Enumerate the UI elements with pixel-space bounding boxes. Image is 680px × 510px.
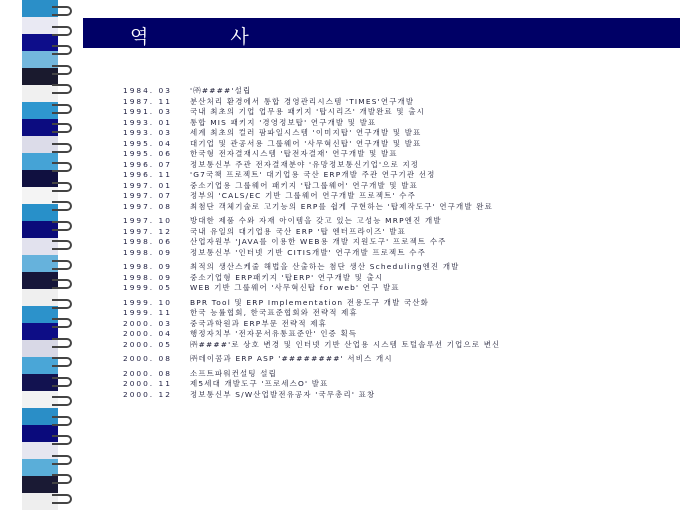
entry-description: 정부의 'CALS/EC 기반 그룹웨어 연구개발 프로젝트' 수주: [190, 191, 416, 200]
entry-date: 2000. 05: [123, 339, 172, 349]
binder-ring: [52, 240, 72, 250]
timeline-entry: [123, 160, 668, 171]
binder-ring: [52, 338, 72, 348]
entry-date: 1996. 07: [123, 159, 172, 169]
entry-date: 1993. 03: [123, 128, 172, 137]
entry-date: 1999. 11: [123, 308, 172, 317]
binder-ring: [52, 494, 72, 504]
binder-ring: [52, 104, 72, 114]
entry-date: 1993. 01: [123, 117, 172, 127]
binder-ring: [52, 201, 72, 211]
binder-ring: [52, 279, 72, 289]
binder-ring: [52, 357, 72, 367]
timeline-entry: [123, 202, 668, 213]
timeline-entry: [123, 329, 668, 340]
binder-ring: [52, 318, 72, 328]
entry-description: 소프트파워컨설팅 설립: [190, 368, 277, 378]
entry-description: 정보통신부 주관 전자결재분야 '유망정보통신기업'으로 지정: [190, 159, 420, 169]
binder-ring: [52, 474, 72, 484]
timeline-entry: [123, 298, 668, 309]
entry-date: 1998. 09: [123, 247, 172, 257]
timeline-entry: [123, 97, 668, 108]
timeline-entry: [123, 248, 668, 259]
entry-date: 1996. 11: [123, 170, 172, 179]
entry-description: 제5세대 개발도구 '프로세스O' 발표: [190, 379, 329, 388]
timeline-entry: [123, 379, 668, 390]
entry-date: 1999. 10: [123, 297, 172, 307]
page-title: 역 사: [130, 26, 287, 48]
timeline-entry: [123, 273, 668, 284]
binder-ring: [52, 162, 72, 172]
entry-date: 2000. 11: [123, 379, 172, 388]
entry-description: 'G7국책 프로젝트' 대기업용 국산 ERP개발 주관 연구기관 선정: [190, 170, 436, 179]
entry-date: 2000. 12: [123, 389, 172, 399]
timeline-entry: [123, 128, 668, 139]
binder-ring: [52, 182, 72, 192]
entry-date: 1995. 04: [123, 138, 172, 148]
timeline-entry: [123, 340, 668, 351]
timeline-entry: [123, 390, 668, 401]
entry-description: 한국 능률협회, 한국표준협회와 전략적 제휴: [190, 308, 358, 317]
entry-date: 2000. 03: [123, 318, 172, 328]
entry-date: 1998. 09: [123, 272, 172, 282]
entry-description: WEB 기반 그룹웨어 '사무혁신탑 for web' 연구 발표: [190, 283, 400, 292]
timeline-entry: [123, 86, 668, 97]
entry-date: 1997. 12: [123, 226, 172, 236]
entry-date: 2000. 04: [123, 329, 172, 338]
timeline-entry: [123, 237, 668, 248]
entry-date: 1987. 11: [123, 96, 172, 106]
timeline-entry: [123, 262, 668, 273]
timeline-entry: [123, 216, 668, 227]
entry-description: 방대한 제품 수와 자재 아이템을 갖고 있는 고성능 MRP엔진 개발: [190, 216, 442, 225]
entry-date: 1997. 10: [123, 216, 172, 225]
binder-ring: [52, 221, 72, 231]
binder-ring: [52, 45, 72, 55]
entry-description: ㈜데이콤과 ERP ASP '########' 서비스 개시: [190, 354, 393, 363]
binder-rings: [52, 0, 76, 510]
entry-description: 대기업 및 관공서용 그룹웨어 '사무혁신탑' 연구개발 및 발표: [190, 138, 422, 148]
binder-ring: [52, 65, 72, 75]
entry-description: 중소기업용 그룹웨어 패키지 '탑그룹웨어' 연구개발 및 발표: [190, 180, 418, 190]
entry-date: 1997. 08: [123, 201, 172, 211]
entry-description: ㈜####'로 상호 변경 및 인터넷 기반 산업용 시스템 토털솔루션 기업으로 변신: [190, 339, 501, 349]
binder-ring: [52, 435, 72, 445]
binder-ring: [52, 84, 72, 94]
timeline-entry: [123, 369, 668, 380]
entry-description: 분산처리 환경에서 통합 경영관리시스템 'TIMES'연구개발: [190, 96, 415, 106]
timeline-entry: [123, 354, 668, 365]
entry-date: 1997. 01: [123, 180, 172, 190]
binder-ring: [52, 260, 72, 270]
binder-ring: [52, 396, 72, 406]
timeline-entry: [123, 308, 668, 319]
entry-date: 1991. 03: [123, 107, 172, 116]
history-timeline: [123, 86, 668, 400]
timeline-entry: [123, 227, 668, 238]
entry-date: 2000. 08: [123, 368, 172, 378]
binder-ring: [52, 299, 72, 309]
entry-date: 1995. 06: [123, 149, 172, 158]
entry-date: 1999. 05: [123, 283, 172, 292]
entry-description: 최적의 생산스케줄 해법을 산출하는 첨단 생산 Scheduling엔진 개발: [190, 262, 460, 271]
entry-description: 세계 최초의 컬러 팜파일시스템 '이미지탑' 연구개발 및 발표: [190, 128, 422, 137]
entry-description: 국내 최초의 기업 업무용 패키지 '탑시리즈' 개발완료 및 출시: [190, 107, 426, 116]
timeline-entry: [123, 107, 668, 118]
entry-date: 1998. 09: [123, 262, 172, 271]
entry-description: 중소기업형 ERP패키지 '탑ERP' 연구개발 및 출시: [190, 272, 384, 282]
timeline-entry: [123, 149, 668, 160]
entry-description: 국내 유일의 대기업용 국산 ERP '탑 엔터프라이즈' 발표: [190, 226, 406, 236]
binder-ring: [52, 377, 72, 387]
entry-description: 최첨단 객체기술로 고기능의 ERP를 쉽게 구현하는 '탑제작도구' 연구개발 완료: [190, 201, 493, 211]
entry-description: 산업자원부 'JAVA를 이용한 WEB용 개발 지원도구' 프로젝트 수주: [190, 237, 447, 246]
entry-description: '㈜####'설립: [190, 86, 252, 95]
entry-description: 행정자치부 '전자문서유통표준안' 인증 획득: [190, 329, 358, 338]
entry-date: 2000. 08: [123, 354, 172, 363]
binder-ring: [52, 123, 72, 133]
binder-ring: [52, 26, 72, 36]
binder-ring: [52, 416, 72, 426]
timeline-entry: [123, 319, 668, 330]
entry-date: 1998. 06: [123, 237, 172, 246]
binder-ring: [52, 455, 72, 465]
timeline-entry: [123, 139, 668, 150]
binder-ring: [52, 6, 72, 16]
timeline-entry: [123, 118, 668, 129]
entry-description: 정보통신부 S/W산업발전유공자 '국무총리' 표창: [190, 389, 376, 399]
timeline-entry: [123, 181, 668, 192]
timeline-entry: [123, 170, 668, 181]
entry-description: 통합 MIS 패키지 '경영정보탑' 연구개발 및 발표: [190, 117, 377, 127]
entry-description: 중국과학원과 ERP부문 전략적 제휴: [190, 318, 327, 328]
entry-date: 1984. 03: [123, 86, 172, 95]
entry-description: 정보통신부 '인터넷 기반 CITIS개발' 연구개발 프로젝트 수주: [190, 247, 426, 257]
timeline-entry: [123, 191, 668, 202]
entry-description: 한국형 전자결재시스템 '탑전자결재' 연구개발 및 발표: [190, 149, 398, 158]
entry-description: BPR Tool 및 ERP Implementation 전용도구 개발 국산화: [190, 297, 430, 307]
binder-ring: [52, 143, 72, 153]
timeline-entry: [123, 283, 668, 294]
entry-date: 1997. 07: [123, 191, 172, 200]
